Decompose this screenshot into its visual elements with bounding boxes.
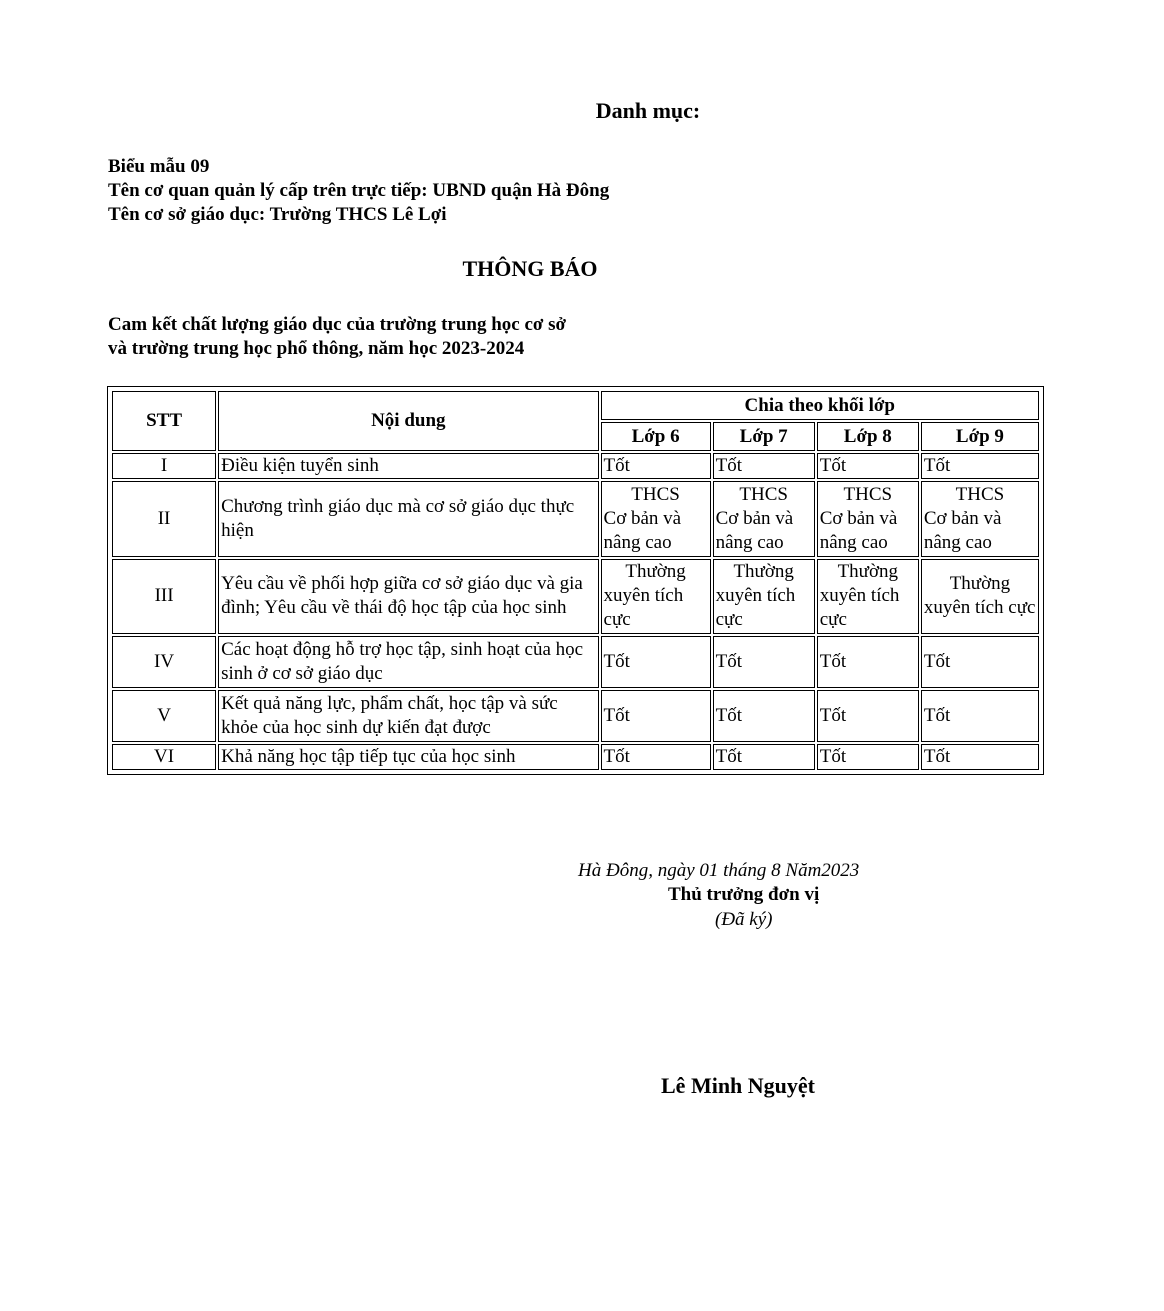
- value-top: THCS: [843, 483, 893, 505]
- row-value-grade-7: [713, 559, 815, 634]
- table-row: [112, 744, 1039, 770]
- table-row: [112, 690, 1039, 742]
- value-bottom: Cơ bản và nâng cao: [923, 507, 1002, 553]
- row-value-grade-7: Tốt: [713, 453, 815, 479]
- row-value-grade-8: Tốt: [817, 636, 919, 688]
- row-value-grade-8: Tốt: [817, 690, 919, 742]
- row-stt: IV: [112, 636, 216, 688]
- row-value-grade-8: [817, 559, 919, 634]
- table-row: [112, 559, 1039, 634]
- row-content: Kết quả năng lực, phẩm chất, học tập và sức khỏe của học sinh dự kiến đạt được: [218, 690, 598, 742]
- row-value-grade-8: Tốt: [817, 744, 919, 770]
- commitment-table: [110, 389, 1041, 772]
- heading-text: Danh mục:: [595, 98, 701, 123]
- header-grade-9: Lớp 9: [921, 422, 1039, 450]
- notice-title: THÔNG BÁO: [462, 256, 598, 281]
- notice-subtitle: [108, 313, 566, 361]
- value-bottom: Cơ bản và nâng cao: [819, 507, 898, 553]
- row-value-grade-8: Tốt: [817, 453, 919, 479]
- signature-note: (Đã ký): [715, 909, 773, 930]
- row-value-grade-7: [713, 481, 815, 556]
- value-bottom: Cơ bản và nâng cao: [603, 507, 682, 553]
- row-value-grade-6: Tốt: [601, 744, 711, 770]
- row-value-grade-6: Tốt: [601, 453, 711, 479]
- value-bottom: xuyên tích cực: [819, 585, 900, 631]
- row-value-grade-6: Tốt: [601, 690, 711, 742]
- header-stt: STT: [112, 391, 216, 451]
- row-content: Điều kiện tuyển sinh: [218, 453, 598, 479]
- signature-title: Thủ trưởng đơn vị: [668, 884, 820, 905]
- value-top: Thường: [837, 561, 899, 583]
- row-value-grade-7: Tốt: [713, 690, 815, 742]
- header-grade-group: Chia theo khối lớp: [601, 391, 1039, 420]
- signatory-name: Lê Minh Nguyệt: [661, 1073, 815, 1098]
- header-grade-8: Lớp 8: [817, 422, 919, 450]
- row-content: Khả năng học tập tiếp tục của học sinh: [218, 744, 598, 770]
- subtitle-line-2: và trường trung học phổ thông, năm học 2023-2024: [108, 338, 525, 359]
- row-content: Yêu cầu về phối hợp giữa cơ sở giáo dục và gia đình; Yêu cầu về thái độ học tập của học sinh: [218, 559, 598, 634]
- table-header-row-1: [112, 391, 1039, 420]
- row-value-grade-6: [601, 559, 711, 634]
- row-value-grade-6: [601, 481, 711, 556]
- row-content: Các hoạt động hỗ trợ học tập, sinh hoạt của học sinh ở cơ sở giáo dục: [218, 636, 598, 688]
- page-heading: [0, 98, 1164, 124]
- value-bottom: Cơ bản và nâng cao: [715, 507, 794, 553]
- form-header: [108, 155, 609, 227]
- value-top: Thường: [949, 573, 1011, 595]
- row-content: Chương trình giáo dục mà cơ sở giáo dục thực hiện: [218, 481, 598, 556]
- row-value-grade-7: Tốt: [713, 636, 815, 688]
- value-bottom: xuyên tích cực: [923, 597, 1036, 619]
- row-value-grade-8: [817, 481, 919, 556]
- row-stt: VI: [112, 744, 216, 770]
- form-number: Biểu mẫu 09: [108, 156, 210, 177]
- commitment-table-frame: [107, 386, 1044, 775]
- header-grade-7: Lớp 7: [713, 422, 815, 450]
- value-top: THCS: [955, 483, 1005, 505]
- value-bottom: xuyên tích cực: [715, 585, 796, 631]
- row-value-grade-9: Tốt: [921, 744, 1039, 770]
- row-stt: V: [112, 690, 216, 742]
- row-value-grade-9: Tốt: [921, 636, 1039, 688]
- table-row: [112, 481, 1039, 556]
- row-value-grade-9: Tốt: [921, 453, 1039, 479]
- subtitle-line-1: Cam kết chất lượng giáo dục của trường trung học cơ sở: [108, 314, 567, 335]
- header-grade-6: Lớp 6: [601, 422, 711, 450]
- row-value-grade-9: Tốt: [921, 690, 1039, 742]
- row-value-grade-6: Tốt: [601, 636, 711, 688]
- value-top: THCS: [631, 483, 680, 505]
- row-stt: II: [112, 481, 216, 556]
- header-content: Nội dung: [218, 391, 598, 451]
- value-top: Thường: [625, 561, 686, 583]
- value-top: Thường: [733, 561, 794, 583]
- row-stt: I: [112, 453, 216, 479]
- row-value-grade-7: Tốt: [713, 744, 815, 770]
- table-row: [112, 636, 1039, 688]
- value-top: THCS: [739, 483, 788, 505]
- signature-place-date: Hà Đông, ngày 01 tháng 8 Năm2023: [578, 860, 860, 881]
- row-stt: III: [112, 559, 216, 634]
- school-line: Tên cơ sở giáo dục: Trường THCS Lê Lợi: [108, 204, 447, 225]
- value-bottom: xuyên tích cực: [603, 585, 684, 631]
- agency-line: Tên cơ quan quản lý cấp trên trực tiếp: UBND quận Hà Đông: [108, 180, 610, 201]
- table-row: [112, 453, 1039, 479]
- row-value-grade-9: [921, 559, 1039, 634]
- row-value-grade-9: [921, 481, 1039, 556]
